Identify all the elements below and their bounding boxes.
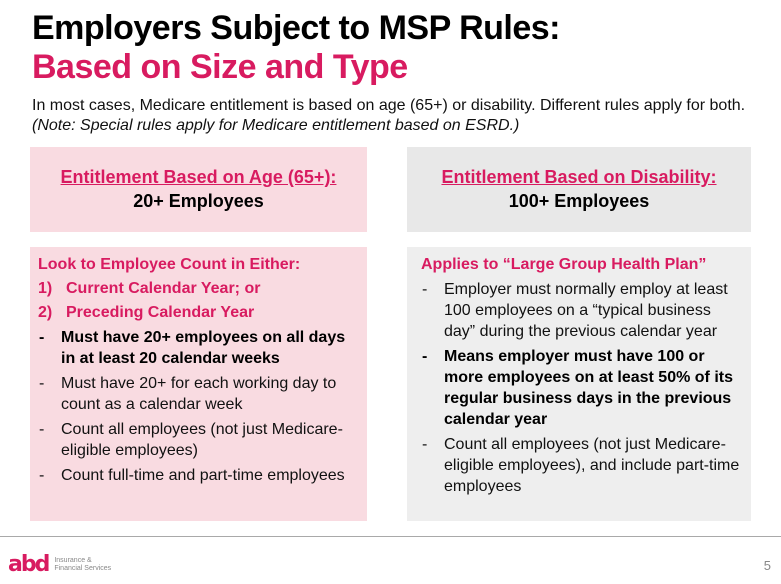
bullet-text: Count all employees (not just Medicare-eligible employees), and include part-time employees (444, 436, 740, 495)
disability-header-title: Entitlement Based on Disability: (441, 167, 717, 187)
disability-rules-panel (407, 247, 751, 521)
page-number: 5 (763, 558, 771, 573)
bullet-item (421, 279, 741, 342)
bullet-text: Must have 20+ employees on all days in at least 20 calendar weeks (61, 329, 346, 367)
age-rules-heading: Look to Employee Count in Either: (38, 256, 301, 273)
intro-note: (Note: Special rules apply for Medicare entitlement based on ESRD.) (32, 117, 520, 134)
intro-text: In most cases, Medicare entitlement is based on age (65+) or disability. Different rules apply for both. (32, 97, 746, 114)
dash-bullet-icon: - (39, 375, 45, 392)
dash-bullet-icon: - (422, 348, 428, 365)
age-header-sub: 20+ Employees (133, 191, 264, 211)
slide-subtitle: Based on Size and Type (32, 48, 408, 86)
dash-bullet-icon: - (39, 467, 45, 484)
bullet-item (38, 327, 357, 369)
dash-bullet-icon: - (39, 421, 45, 438)
company-logo (8, 552, 112, 577)
dash-bullet-icon: - (39, 329, 45, 346)
bullet-item (38, 465, 357, 486)
item-text: Current Calendar Year; or (66, 280, 261, 297)
bullet-text: Means employer must have 100 or more employees on at least 50% of its regular business days in the previous calendar year (444, 348, 733, 428)
slide-title: Employers Subject to MSP Rules: (32, 9, 561, 47)
numbered-item (38, 279, 357, 299)
bullet-item (421, 434, 741, 497)
disability-header-box (407, 147, 751, 232)
item-number: 1) (38, 280, 53, 297)
intro-paragraph (32, 96, 752, 136)
bullet-item (38, 419, 357, 461)
bullet-text: Employer must normally employ at least 100 employees on a “typical business day” during the previous calendar year (444, 281, 728, 340)
logo-tagline-line2: Financial Services (54, 565, 112, 572)
bullet-item (38, 373, 357, 415)
logo-tagline-line1: Insurance & (54, 557, 92, 564)
item-number: 2) (38, 304, 53, 321)
age-header-box (30, 147, 367, 232)
logo-tagline (54, 557, 111, 573)
bullet-item (421, 346, 741, 430)
dash-bullet-icon: - (422, 436, 428, 453)
age-rules-panel (30, 247, 367, 521)
disability-rules-heading: Applies to “Large Group Health Plan” (421, 256, 707, 273)
bullet-text: Must have 20+ for each working day to count as a calendar week (61, 375, 337, 413)
disability-header-sub: 100+ Employees (508, 191, 650, 211)
bullet-text: Count full-time and part-time employees (61, 467, 345, 484)
numbered-item (38, 303, 357, 323)
bullet-text: Count all employees (not just Medicare-eligible employees) (61, 421, 343, 459)
age-header-title: Entitlement Based on Age (65+): (60, 167, 337, 187)
item-text: Preceding Calendar Year (66, 304, 255, 321)
dash-bullet-icon: - (422, 281, 428, 298)
footer-divider (0, 536, 781, 537)
abd-logo-icon: abd (8, 552, 49, 577)
